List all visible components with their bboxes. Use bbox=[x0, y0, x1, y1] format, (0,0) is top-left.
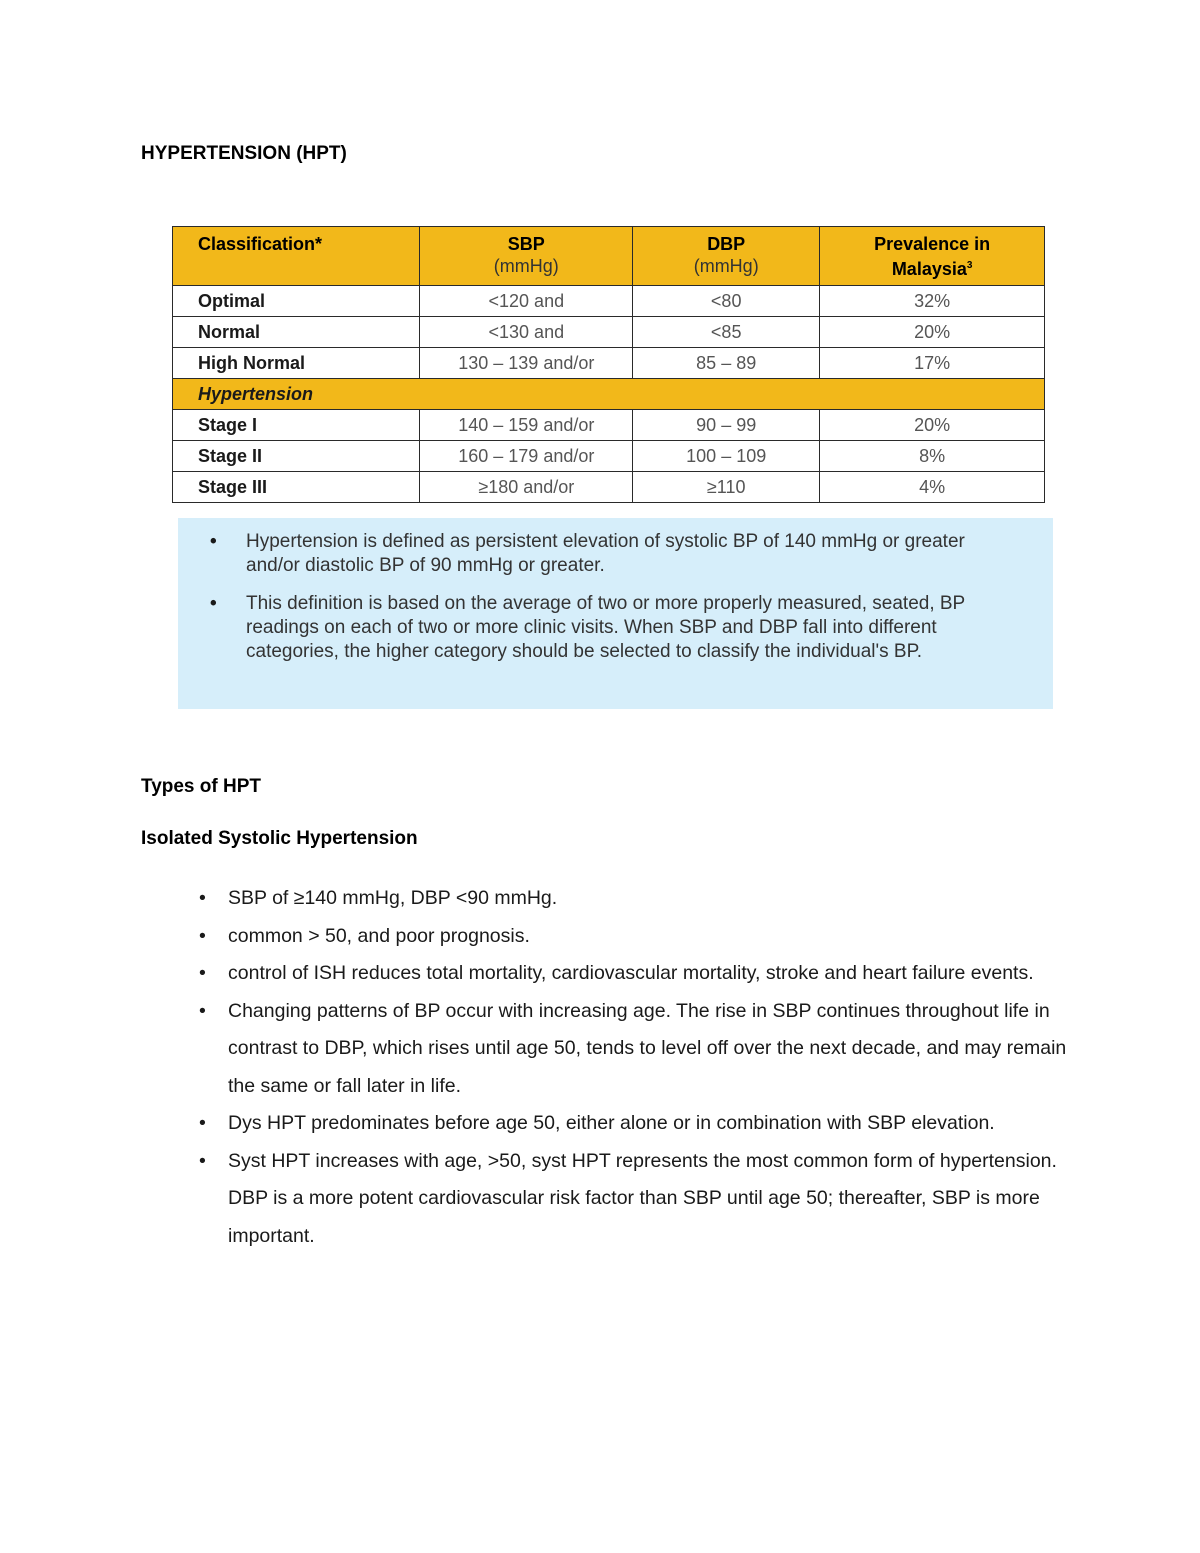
cell-sbp: <130 and bbox=[420, 317, 633, 348]
page-title: HYPERTENSION (HPT) bbox=[141, 143, 347, 164]
cell-classification: Optimal bbox=[173, 286, 420, 317]
cell-classification: Normal bbox=[173, 317, 420, 348]
cell-prevalence: 20% bbox=[820, 410, 1045, 441]
bp-classification-table bbox=[172, 226, 1045, 503]
bullet-icon: • bbox=[199, 924, 206, 947]
cell-prevalence: 8% bbox=[820, 441, 1045, 472]
header-dbp bbox=[633, 227, 820, 286]
header-dbp-unit: (mmHg) bbox=[693, 256, 759, 276]
cell-dbp: 100 – 109 bbox=[633, 441, 820, 472]
cell-sbp: 140 – 159 and/or bbox=[420, 410, 633, 441]
cell-sbp: 130 – 139 and/or bbox=[420, 348, 633, 379]
definition-text: Hypertension is defined as persistent elevation of systolic BP of 140 mmHg or greater and/or diastolic BP of 90 mmHg or greater. bbox=[246, 531, 965, 576]
list-item bbox=[210, 530, 1023, 578]
list-item bbox=[199, 1143, 1079, 1256]
list-item bbox=[199, 955, 1079, 993]
definition-info-box bbox=[178, 518, 1053, 709]
table-section-row bbox=[173, 379, 1045, 410]
cell-prevalence: 17% bbox=[820, 348, 1045, 379]
cell-sbp: ≥180 and/or bbox=[420, 472, 633, 503]
bullet-icon: • bbox=[199, 999, 206, 1022]
cell-dbp: <80 bbox=[633, 286, 820, 317]
definition-list bbox=[210, 530, 1023, 664]
list-item bbox=[199, 993, 1079, 1106]
header-sbp bbox=[420, 227, 633, 286]
list-item bbox=[199, 918, 1079, 956]
cell-sbp: <120 and bbox=[420, 286, 633, 317]
bullet-icon: • bbox=[199, 962, 206, 984]
cell-classification: Stage III bbox=[173, 472, 420, 503]
bullet-icon: • bbox=[210, 593, 217, 614]
note-text: common > 50, and poor prognosis. bbox=[228, 924, 530, 947]
header-sbp-unit: (mmHg) bbox=[493, 256, 559, 276]
cell-prevalence: 32% bbox=[820, 286, 1045, 317]
header-prevalence-footnote: 3 bbox=[966, 260, 973, 271]
header-prevalence-line1: Prevalence in bbox=[874, 234, 991, 254]
note-text: Dys HPT predominates before age 50, either alone or in combination with SBP elevation. bbox=[228, 1112, 995, 1134]
cell-dbp: 85 – 89 bbox=[633, 348, 820, 379]
definition-text: This definition is based on the average of two or more properly measured, seated, BP readings on each of two or more clinic visits. When SBP and DBP fall into different categories, the higher category should be selected to classify the individual's BP. bbox=[246, 593, 965, 662]
cell-sbp: 160 – 179 and/or bbox=[420, 441, 633, 472]
table-row bbox=[173, 472, 1045, 503]
table-row bbox=[173, 286, 1045, 317]
table-row bbox=[173, 410, 1045, 441]
table-row bbox=[173, 348, 1045, 379]
bullet-icon: • bbox=[210, 531, 217, 552]
header-sbp-label: SBP bbox=[507, 234, 545, 254]
cell-classification: High Normal bbox=[173, 348, 420, 379]
section-hypertension-label: Hypertension bbox=[173, 379, 1045, 410]
table-row bbox=[173, 317, 1045, 348]
bullet-icon: • bbox=[199, 1149, 206, 1172]
note-text: control of ISH reduces total mortality, cardiovascular mortality, stroke and heart failure events. bbox=[228, 962, 1034, 984]
list-item bbox=[199, 880, 1079, 918]
note-text: Changing patterns of BP occur with increasing age. The rise in SBP continues throughout life in contrast to DBP, which rises until age 50, tends to level off over the next decade, and may remain the same or fall later in life. bbox=[228, 999, 1067, 1097]
cell-dbp: <85 bbox=[633, 317, 820, 348]
isolated-systolic-heading: Isolated Systolic Hypertension bbox=[141, 828, 418, 849]
ish-notes-list bbox=[199, 880, 1079, 1255]
note-text: SBP of ≥140 mmHg, DBP <90 mmHg. bbox=[228, 887, 558, 909]
list-item bbox=[210, 592, 1023, 664]
table-row bbox=[173, 441, 1045, 472]
cell-prevalence: 4% bbox=[820, 472, 1045, 503]
types-heading: Types of HPT bbox=[141, 776, 261, 797]
header-dbp-label: DBP bbox=[707, 234, 746, 254]
cell-dbp: ≥110 bbox=[633, 472, 820, 503]
bullet-icon: • bbox=[199, 887, 206, 909]
table-header-row bbox=[173, 227, 1045, 286]
header-prevalence-line2: Malaysia bbox=[891, 259, 967, 279]
note-text: Syst HPT increases with age, >50, syst HPT represents the most common form of hypertension. DBP is a more potent cardiovascular risk factor than SBP until age 50; thereafter, SBP is more important. bbox=[228, 1149, 1057, 1247]
cell-classification: Stage I bbox=[173, 410, 420, 441]
header-prevalence bbox=[820, 227, 1045, 286]
list-item bbox=[199, 1105, 1079, 1143]
bullet-icon: • bbox=[199, 1112, 206, 1134]
cell-dbp: 90 – 99 bbox=[633, 410, 820, 441]
header-classification: Classification* bbox=[173, 227, 420, 286]
cell-prevalence: 20% bbox=[820, 317, 1045, 348]
cell-classification: Stage II bbox=[173, 441, 420, 472]
